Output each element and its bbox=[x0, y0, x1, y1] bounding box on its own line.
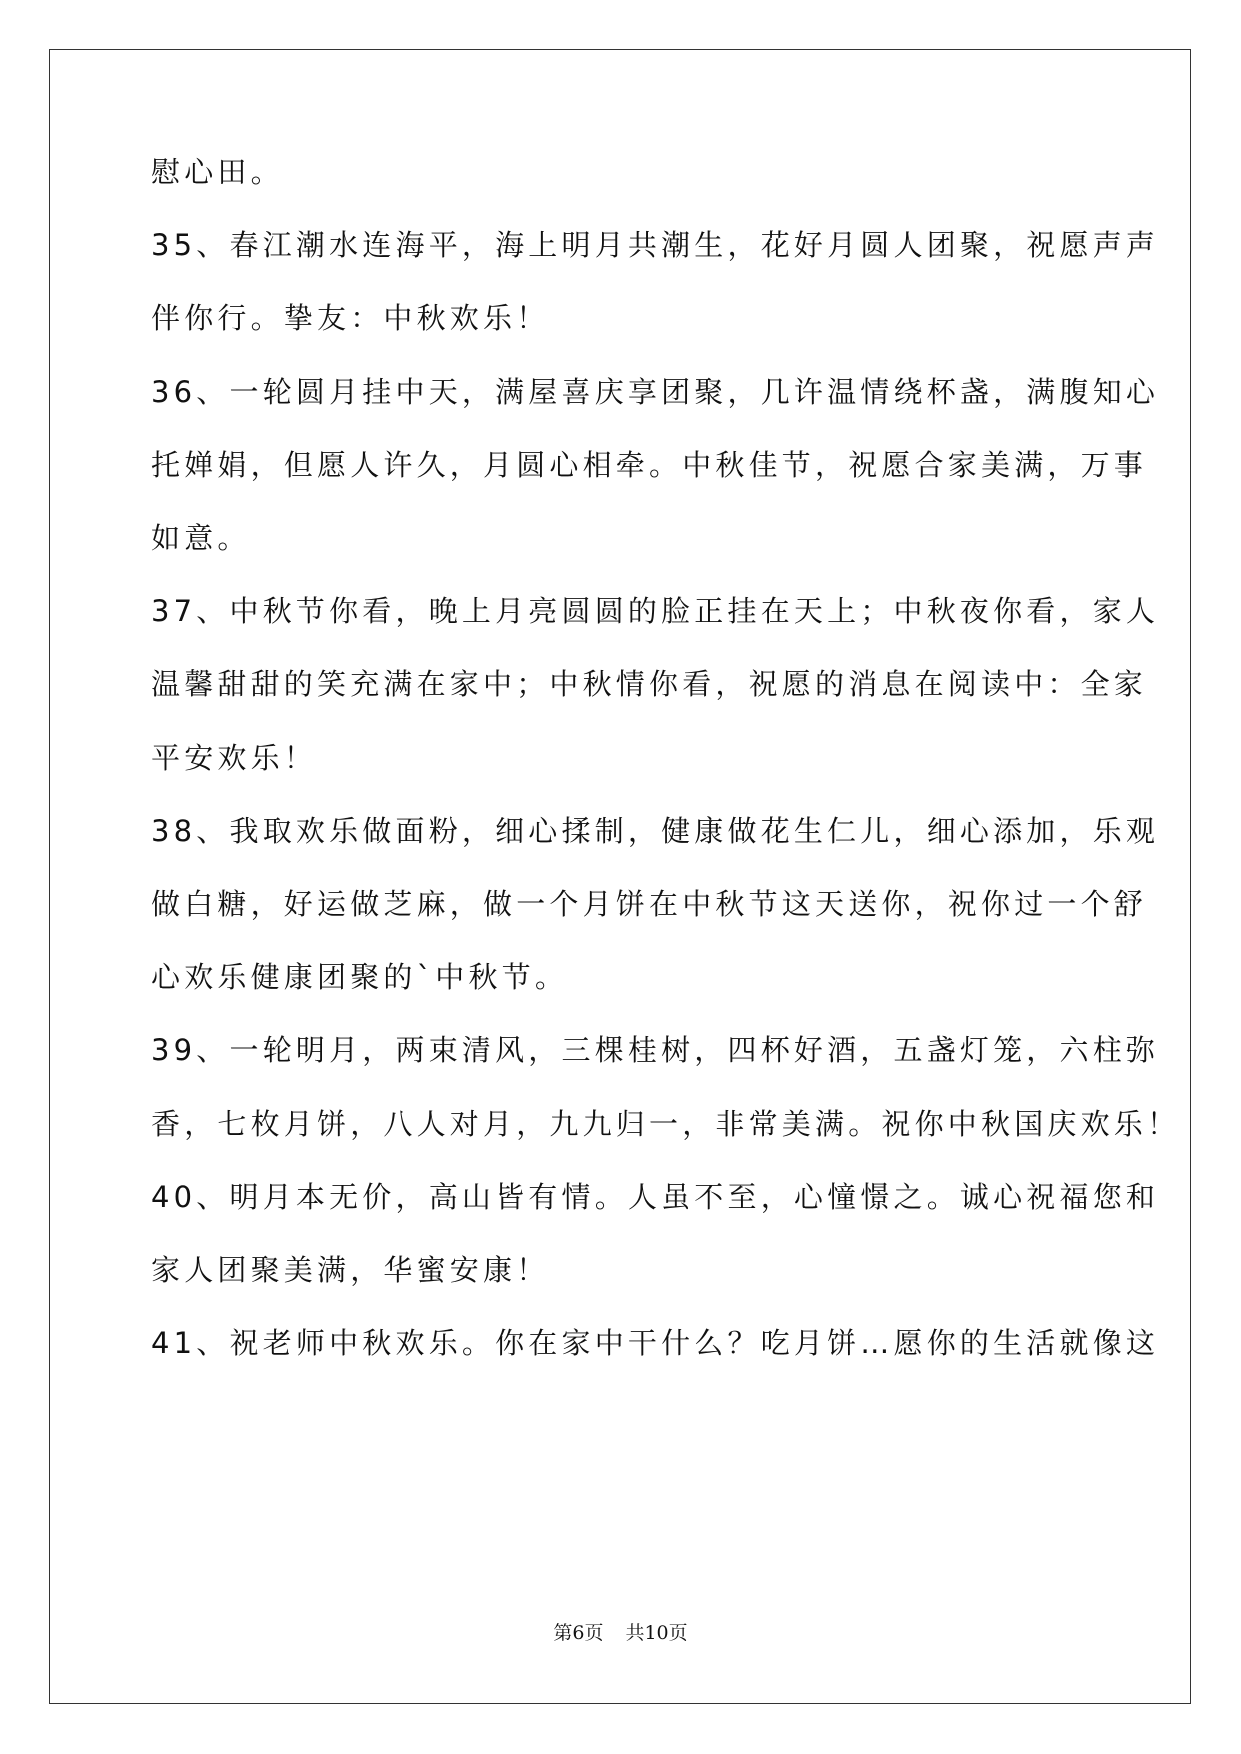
text-line: 40、明月本无价，高山皆有情。人虽不至，心憧憬之。诚心祝福您和 bbox=[151, 1180, 1160, 1214]
text-line: 38、我取欢乐做面粉，细心揉制，健康做花生仁儿，细心添加，乐观 bbox=[151, 814, 1160, 848]
text-line: 温馨甜甜的笑充满在家中；中秋情你看，祝愿的消息在阅读中：全家 bbox=[151, 667, 1148, 701]
text-line: 托婵娟，但愿人许久，月圆心相牵。中秋佳节，祝愿合家美满，万事 bbox=[151, 448, 1148, 482]
page-number: 第6页 bbox=[553, 1622, 604, 1644]
text-line: 慰心田。 bbox=[151, 155, 284, 189]
text-line: 心欢乐健康团聚的`中秋节。 bbox=[151, 960, 569, 994]
text-line: 伴你行。挚友：中秋欢乐！ bbox=[151, 301, 550, 335]
text-line: 家人团聚美满，华蜜安康！ bbox=[151, 1253, 550, 1287]
text-line: 香，七枚月饼，八人对月，九九归一，非常美满。祝你中秋国庆欢乐！ bbox=[151, 1107, 1181, 1141]
text-line: 37、中秋节你看，晚上月亮圆圆的脸正挂在天上；中秋夜你看，家人 bbox=[151, 594, 1160, 628]
text-line: 平安欢乐！ bbox=[151, 741, 318, 775]
page-footer bbox=[0, 1618, 1241, 1645]
text-line: 41、祝老师中秋欢乐。你在家中干什么？吃月饼…愿你的生活就像这 bbox=[151, 1326, 1160, 1360]
text-line: 35、春江潮水连海平，海上明月共潮生，花好月圆人团聚，祝愿声声 bbox=[151, 228, 1160, 262]
page-total: 共10页 bbox=[625, 1622, 688, 1644]
text-line: 如意。 bbox=[151, 521, 251, 555]
text-line: 36、一轮圆月挂中天，满屋喜庆享团聚，几许温情绕杯盏，满腹知心 bbox=[151, 375, 1160, 409]
text-line: 39、一轮明月，两束清风，三棵桂树，四杯好酒，五盏灯笼，六柱弥 bbox=[151, 1033, 1160, 1067]
text-line: 做白糖，好运做芝麻，做一个月饼在中秋节这天送你，祝你过一个舒 bbox=[151, 887, 1148, 921]
